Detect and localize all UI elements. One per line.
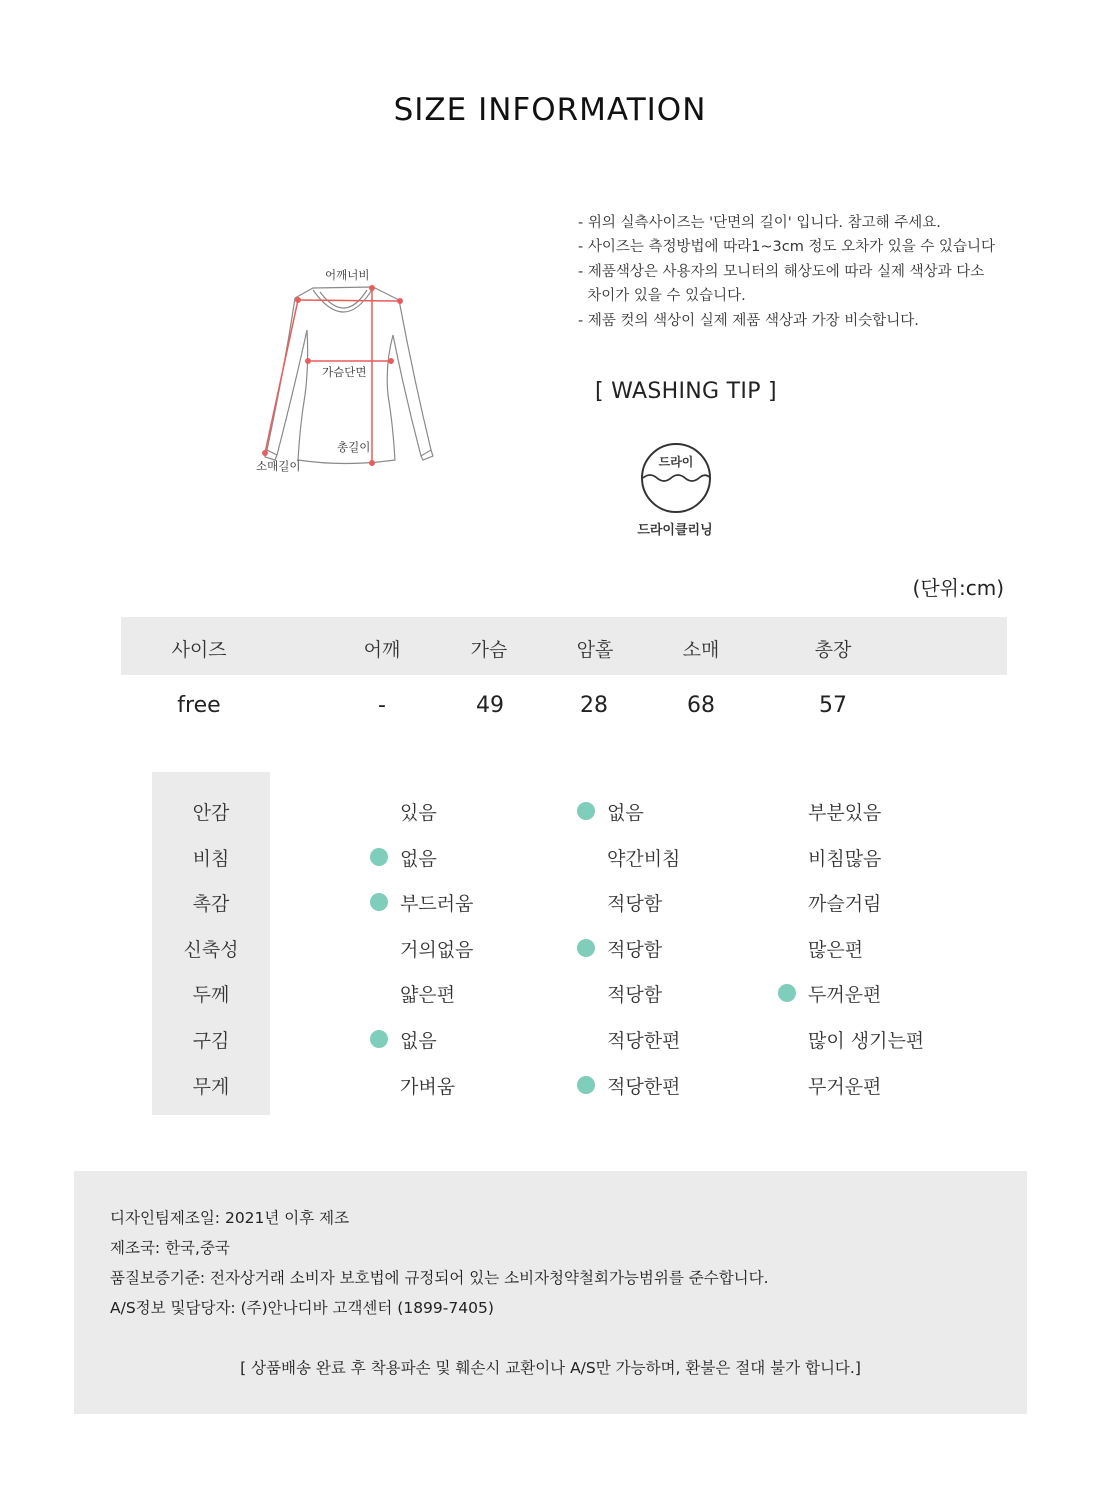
- dry-clean-icon: [638, 442, 714, 514]
- attribute-option: 거의없음: [400, 939, 474, 961]
- size-value-cell: 28: [580, 693, 608, 718]
- attribute-option: 얇은편: [400, 984, 456, 1006]
- garment-diagram: [245, 255, 445, 485]
- attribute-option: 적당함: [607, 893, 663, 915]
- attribute-option: 없음: [607, 802, 644, 824]
- note-line: - 제품색상은 사용자의 모니터의 해상도에 따라 실제 색상과 다소: [578, 263, 985, 280]
- selected-indicator-dot: [370, 893, 388, 911]
- attribute-option: 많은편: [808, 939, 864, 961]
- attribute-option: 부드러움: [400, 893, 474, 915]
- size-header-cell: 암홀: [576, 639, 614, 661]
- selected-indicator-dot: [370, 1030, 388, 1048]
- attribute-label: 촉감: [192, 893, 230, 915]
- chest-width-label: 가슴단면: [322, 365, 367, 379]
- attribute-option: 적당한편: [607, 1030, 681, 1052]
- note-line: - 사이즈는 측정방법에 따라1~3cm 정도 오차가 있을 수 있습니다: [578, 239, 995, 256]
- page-title: SIZE INFORMATION: [393, 92, 707, 128]
- attribute-label: 안감: [192, 802, 230, 824]
- size-header-cell: 가슴: [470, 639, 508, 661]
- size-notes: [578, 211, 1058, 333]
- dry-clean-icon-text: 드라이: [658, 455, 694, 469]
- attribute-option: 적당한편: [607, 1076, 681, 1098]
- attribute-option: 적당함: [607, 939, 663, 961]
- footer-info-line: 디자인팀제조일: 2021년 이후 제조: [110, 1209, 350, 1227]
- size-header-cell: 총장: [814, 639, 852, 661]
- attribute-option: 없음: [400, 848, 437, 870]
- unit-label: (단위:cm): [912, 576, 1004, 600]
- total-length-label: 총길이: [337, 440, 371, 454]
- attribute-option: 두꺼운편: [808, 984, 882, 1006]
- attribute-option: 없음: [400, 1030, 437, 1052]
- attribute-option: 가벼움: [400, 1076, 456, 1098]
- note-line: - 위의 실측사이즈는 '단면의 길이' 입니다. 참고해 주세요.: [578, 215, 941, 231]
- attribute-label: 구김: [192, 1030, 230, 1052]
- size-value-cell: 49: [476, 693, 504, 718]
- footer-info-line: 제조국: 한국,중국: [110, 1239, 230, 1257]
- size-table-header: [121, 617, 1007, 675]
- size-value-cell: -: [378, 693, 386, 718]
- footer-info-line: A/S정보 및담당자: (주)안나디바 고객센터 (1899-7405): [110, 1299, 494, 1317]
- note-line: - 제품 컷의 색상이 실제 제품 색상과 가장 비슷합니다.: [578, 312, 919, 329]
- attribute-option: 까슬거림: [808, 893, 882, 915]
- attribute-option: 많이 생기는편: [808, 1030, 925, 1052]
- dry-clean-label: 드라이클리닝: [637, 523, 713, 538]
- attribute-option: 비침많음: [808, 848, 882, 870]
- selected-indicator-dot: [577, 939, 595, 957]
- selected-indicator-dot: [778, 984, 796, 1002]
- size-header-cell: 어깨: [363, 639, 401, 661]
- attribute-label: 신축성: [183, 939, 239, 961]
- selected-indicator-dot: [577, 802, 595, 820]
- size-header-cell: 사이즈: [171, 639, 227, 661]
- attribute-label: 비침: [192, 848, 230, 870]
- size-value-cell: 57: [819, 693, 847, 718]
- attribute-option: 무거운편: [808, 1076, 882, 1098]
- shoulder-width-label: 어깨너비: [325, 268, 370, 282]
- selected-indicator-dot: [370, 848, 388, 866]
- sleeve-length-label: 소매길이: [256, 459, 301, 473]
- selected-indicator-dot: [577, 1076, 595, 1094]
- attribute-option: 적당함: [607, 984, 663, 1006]
- attribute-label: 두께: [192, 984, 230, 1006]
- size-header-cell: 소매: [682, 639, 720, 661]
- attribute-option: 약간비침: [607, 848, 681, 870]
- attribute-option: 부분있음: [808, 802, 882, 824]
- size-value-cell: 68: [687, 693, 715, 718]
- washing-tip-title: [ WASHING TIP ]: [595, 379, 777, 404]
- note-line: 차이가 있을 수 있습니다.: [578, 288, 746, 305]
- attribute-label: 무게: [192, 1076, 230, 1098]
- size-value-cell: free: [177, 693, 221, 718]
- refund-notice: [ 상품배송 완료 후 착용파손 및 훼손시 교환이나 A/S만 가능하며, 환불은 절대 불가 합니다.]: [240, 1359, 861, 1377]
- attribute-option: 있음: [400, 802, 437, 824]
- footer-info-line: 품질보증기준: 전자상거래 소비자 보호법에 규정되어 있는 소비자청약철회가능범위를 준수합니다.: [110, 1269, 769, 1287]
